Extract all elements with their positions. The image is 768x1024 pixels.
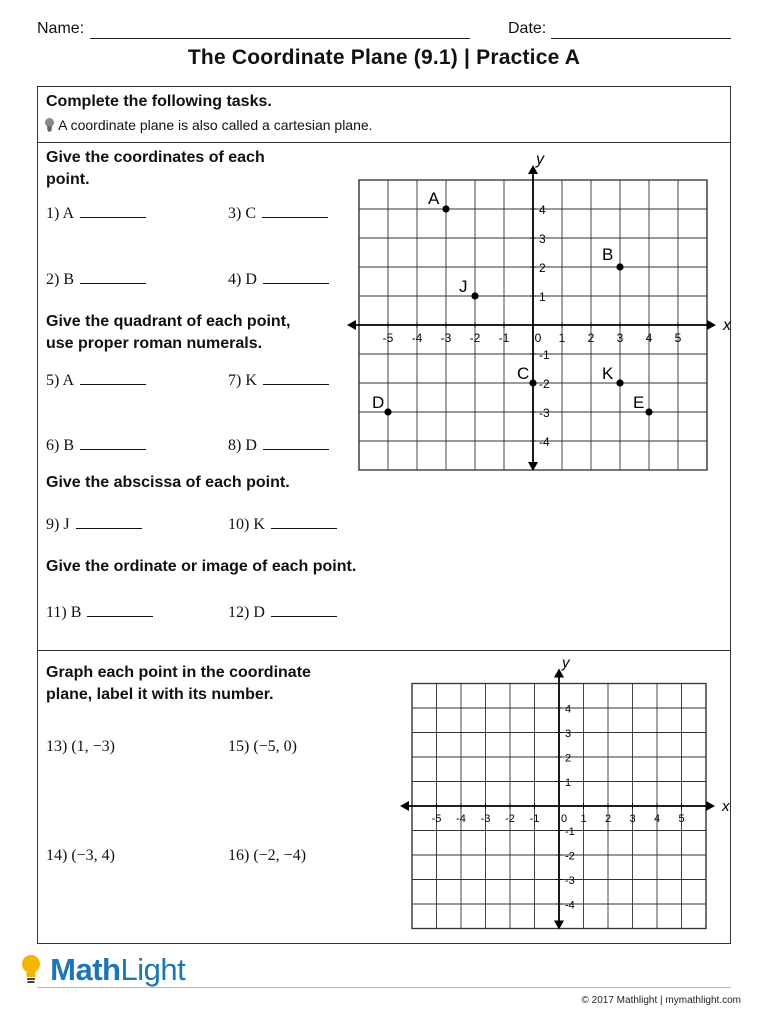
point-label-d: D	[372, 393, 385, 412]
y-tick-label: 2	[565, 752, 572, 765]
x-tick-label: -2	[469, 331, 481, 345]
y-tick-label: -1	[539, 348, 550, 362]
question-label: 11) B	[46, 604, 82, 621]
question-label: 6) B	[46, 437, 74, 454]
x-tick-label: 0	[560, 813, 568, 825]
answer-blank[interactable]	[271, 528, 337, 529]
x-axis-arrow	[706, 801, 715, 811]
heading-line: plane, label it with its number.	[46, 686, 274, 703]
point-k	[616, 379, 623, 386]
section1-heading	[46, 147, 265, 191]
x-tick-label: 5	[674, 331, 682, 345]
x-tick-label: -4	[411, 331, 423, 345]
question-16: 16) (−2, −4)	[228, 847, 307, 864]
y-tick-label: -3	[565, 875, 575, 887]
answer-blank[interactable]	[271, 616, 337, 617]
heading-line: Give the quadrant of each point,	[46, 313, 291, 330]
heading-line: Give the coordinates of each	[46, 149, 265, 166]
x-tick-label: 4	[645, 331, 653, 345]
x-tick-label: 3	[629, 813, 636, 825]
y-tick-label: -2	[539, 377, 550, 391]
x-tick-label: -5	[382, 331, 394, 345]
x-tick-label: 2	[604, 813, 612, 825]
y-tick-label: -4	[565, 899, 575, 912]
point-e	[645, 408, 652, 415]
point-d	[384, 408, 391, 415]
question-2	[46, 271, 146, 289]
question-15: 15) (−5, 0)	[228, 738, 298, 755]
y-tick-label: -3	[539, 406, 550, 420]
logo-math: Math	[50, 952, 121, 987]
question-label: 7) K	[228, 372, 257, 389]
question-label: 5) A	[46, 372, 74, 389]
x-tick-label: -3	[440, 331, 452, 345]
y-tick-label: -2	[565, 850, 575, 863]
question-8	[228, 437, 329, 455]
question-13: 13) (1, −3)	[46, 738, 116, 755]
y-tick-label: 4	[565, 703, 572, 716]
question-14: 14) (−3, 4)	[46, 847, 116, 864]
mathlight-logo	[20, 952, 185, 988]
answer-blank[interactable]	[263, 283, 329, 284]
question-9	[46, 516, 142, 534]
y-tick-label: 3	[539, 232, 546, 246]
answer-blank[interactable]	[80, 384, 146, 385]
question-label: 2) B	[46, 271, 74, 288]
y-axis-label: y	[536, 151, 544, 168]
y-tick-label: 2	[539, 261, 546, 275]
x-tick-label: -5	[431, 813, 442, 825]
point-label-e: E	[633, 393, 645, 412]
point-label-a: A	[428, 189, 440, 208]
y-tick-label: 3	[565, 728, 572, 740]
x-tick-label: 1	[558, 331, 566, 345]
x-tick-label: 1	[580, 813, 587, 825]
date-field[interactable]	[551, 38, 731, 39]
point-label-j: J	[459, 277, 468, 296]
question-12	[228, 604, 337, 622]
divider	[37, 142, 731, 143]
point-j	[471, 292, 478, 299]
answer-blank[interactable]	[87, 616, 153, 617]
question-label: 12) D	[228, 604, 265, 621]
x-tick-label: 5	[678, 813, 685, 825]
x-axis-label: x	[722, 798, 730, 815]
x-axis-label: x	[723, 317, 731, 334]
question-4	[228, 271, 329, 289]
y-tick-label: 4	[539, 203, 546, 217]
y-tick-label: -1	[565, 826, 575, 838]
hint-text: A coordinate plane is also called a cartesian plane.	[58, 117, 373, 133]
answer-blank[interactable]	[80, 217, 146, 218]
section5-heading	[46, 662, 311, 706]
question-10	[228, 516, 337, 534]
answer-blank[interactable]	[80, 449, 146, 450]
name-field[interactable]	[90, 38, 470, 39]
question-label: 3) C	[228, 205, 256, 222]
question-3	[228, 205, 328, 223]
logo-light: Light	[120, 952, 186, 987]
question-7	[228, 372, 329, 390]
question-label: 1) A	[46, 205, 74, 222]
y-tick-label: -4	[539, 435, 550, 449]
answer-blank[interactable]	[80, 283, 146, 284]
y-tick-label: 1	[539, 290, 546, 304]
question-label: 8) D	[228, 437, 257, 454]
point-label-c: C	[517, 364, 530, 383]
answer-blank[interactable]	[76, 528, 142, 529]
x-tick-label: 3	[616, 331, 624, 345]
copyright: © 2017 Mathlight | mymathlight.com	[581, 995, 741, 1006]
answer-blank[interactable]	[263, 449, 329, 450]
heading-line: point.	[46, 171, 90, 188]
x-tick-label: -1	[529, 813, 540, 825]
point-c	[529, 379, 536, 386]
point-label-k: K	[602, 364, 614, 383]
x-tick-label: -1	[498, 331, 510, 345]
heading-line: Graph each point in the coordinate	[46, 664, 311, 681]
section3-heading: Give the abscissa of each point.	[46, 474, 290, 491]
answer-blank[interactable]	[263, 384, 329, 385]
hint-row	[44, 117, 373, 133]
question-5	[46, 372, 146, 390]
coordinate-plane-2[interactable]	[405, 656, 730, 936]
question-label: 10) K	[228, 516, 265, 533]
question-6	[46, 437, 146, 455]
x-tick-label: -4	[456, 813, 466, 825]
lightbulb-icon	[44, 117, 58, 133]
point-b	[616, 263, 623, 270]
x-tick-label: -2	[505, 813, 515, 825]
x-tick-label: -3	[480, 813, 491, 825]
section2-heading	[46, 311, 290, 355]
question-label: 9) J	[46, 516, 70, 533]
x-axis-arrow	[707, 320, 716, 330]
y-axis-label: y	[562, 654, 570, 672]
y-tick-label: 1	[565, 777, 572, 789]
answer-blank[interactable]	[262, 217, 328, 218]
intro-heading: Complete the following tasks.	[46, 93, 272, 110]
point-a	[442, 205, 449, 212]
coordinate-plane-1	[350, 150, 730, 480]
question-11	[46, 604, 153, 622]
x-tick-label: 4	[653, 813, 661, 825]
date-label: Date:	[508, 20, 547, 37]
footer-rule	[37, 987, 731, 988]
divider	[37, 650, 731, 651]
lightbulb-icon	[20, 952, 50, 987]
question-1	[46, 205, 146, 223]
x-tick-label: 0	[534, 331, 542, 345]
section4-heading: Give the ordinate or image of each point.	[46, 558, 357, 575]
name-label: Name:	[37, 20, 85, 37]
page-title: The Coordinate Plane (9.1) | Practice A	[187, 46, 581, 69]
point-label-b: B	[602, 245, 614, 264]
question-label: 4) D	[228, 271, 257, 288]
x-tick-label: 2	[587, 331, 595, 345]
heading-line: use proper roman numerals.	[46, 335, 263, 352]
